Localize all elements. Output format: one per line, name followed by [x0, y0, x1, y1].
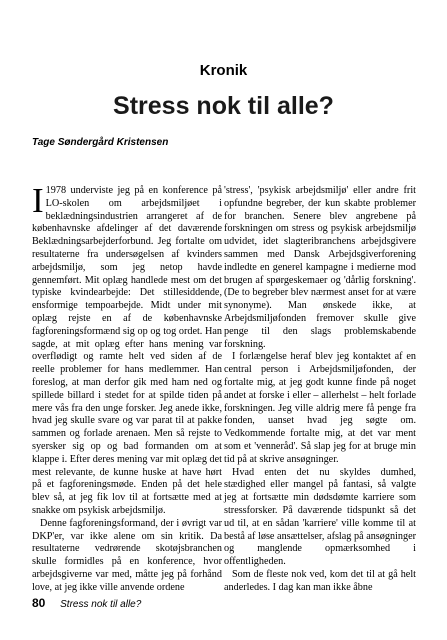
section-heading: Kronik — [199, 62, 248, 79]
paragraph — [32, 181, 222, 518]
paragraph: I forlængelse heraf blev jeg kontaktet af en central person i Arbejdsmiljøfonden, der fortalte mig, at jeg godt kunne finde på noget andet at forske i eller – allerhelst – helt forlade forskningen. Jeg ville aldrig mere få penge fra fonden, uanset hvad jeg søgte om. Vedkommende fortalte mig, at det var ment som et 'venneråd'. Så slap jeg for at bruge min tid på at skrive ansøgninger. — [224, 351, 416, 465]
left-column — [32, 181, 222, 595]
page-number: 80 — [32, 596, 46, 610]
drop-cap: I — [32, 181, 44, 220]
paragraph: 'stress', 'psykisk arbejdsmiljø' eller andre frit opfundne begreber, der kun skabte problemer for branchen. Senere blev angrebene på forskningen om stress og psykisk arbejdsmiljø udvidet, idet slagteribranchens arbejdsgivere sammen med Dansk Arbejdsgiverforening indledte en generel kampagne i medierne mod brugen af spørgeskemaer og 'dårlig forskning'. (De to begreber blev nærmest anset for at være synonyme). Man ønskede ikke, at Arbejdsmiljøfonden fremover skulle give penge til den slags problemskabende forskning. — [224, 185, 416, 350]
running-title: Stress nok til alle? — [60, 599, 142, 610]
paragraph-text: 1978 underviste jeg på en konference på LO-skolen om arbejdsmiljøet i beklædningsindustrien arrangeret af de københavnske afdelinger af det daværende Beklædningsarbejderforbund. Jeg fortalte om resultaterne fra undersøgelsen af kvinders arbejdsmiljø, som jeg netop havde gennemført. Mit oplæg handlede mest om det typiske kvindearbejde: Det stillesiddende, ensformige tempoarbejde. Midt under mit oplæg rejste en af de københavnske fagforeningsformænd sig op og tog ordet. Han sagde, at mit oplæg efter hans mening var overflødigt og ramte helt ved siden af de reelle problemer for hans medlemmer. Han foreslog, at man derfor gik med ham ned og spillede billard i stedet for at spilde tiden på mere vås fra den unge forsker. Jeg anede ikke, hvad jeg skulle svare og var parat til at pakke sammen og forlade arenaen. Men så rejste to syersker sig op og bad formanden om at klappe i. Efter deres mening var mit oplæg det mest relevante, de kunne huske at have hørt på et fagforeningsmøde. Enden på det hele blev så, at jeg fik lov til at fortsætte med at snakke om psykisk arbejdsmiljø. — [32, 185, 222, 516]
article-title: Stress nok til alle? — [113, 92, 334, 120]
author-byline: Tage Søndergård Kristensen — [32, 137, 169, 148]
paragraph: Denne fagforeningsformand, der i øvrigt var DKP'er, var ikke alene om sin kritik. Da resultaterne vedrørende skotøjsbranchen skulle formidles på en konference, hvor arbejdsgiverne var med, måtte jeg på forhånd love, at jeg ikke ville anvende ordene — [32, 517, 222, 593]
page-footer — [32, 596, 141, 610]
right-column — [224, 185, 416, 595]
paragraph: Hvad enten det nu skyldes dumhed, stædighed eller mangel på fantasi, så valgte jeg at fortsætte min dødsdømte karriere som stressforsker. På daværende tidspunkt så det ud til, at en sådan 'karriere' ville komme til at bestå af løse ansættelser, afslag på ansøgninger og manglende opmærksomhed i offentligheden. — [224, 466, 416, 568]
paragraph: Som de fleste nok ved, kom det til at gå helt anderledes. I dag kan man ikke åbne — [224, 568, 416, 593]
